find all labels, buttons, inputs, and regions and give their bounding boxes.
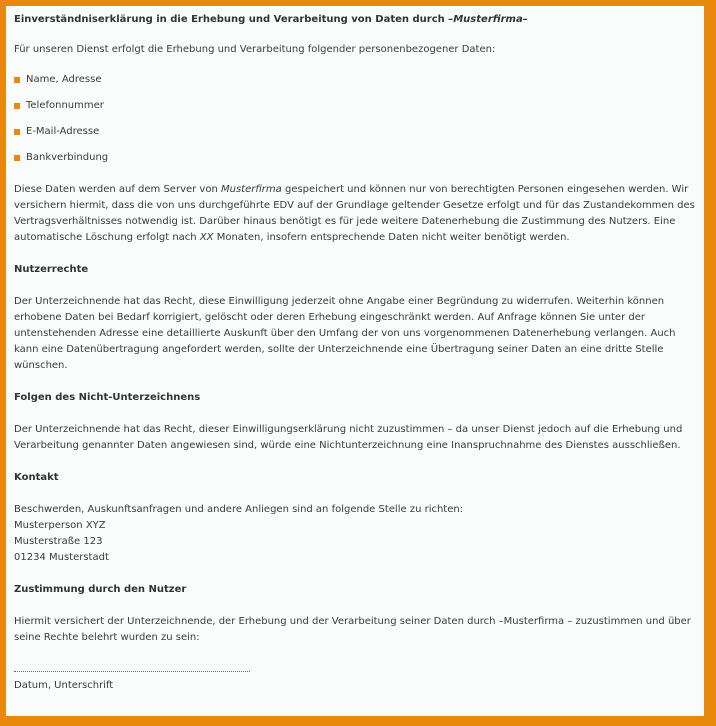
signature-line — [14, 668, 250, 672]
bullet-square-icon — [14, 77, 20, 83]
data-list — [14, 72, 696, 166]
storage-text: Diese Daten werden auf dem Server von Musterfirma gespeichert und können nur von berechtigten Personen eingesehen werden. Wir versichern hiermit, dass die von uns durchgeführte EDV auf der Grundlage geltender Gesetze erfolgt und für das Zustandekommen des Vertragsverhältnisses notwendig ist. Darüber hinaus benötigt es für jede weitere Datenerhebung die Zustimmung des Nutzers. Eine automatische Löschung erfolgt nach XX Monaten, insofern entsprechende Daten nicht weiter benötigt werden. — [14, 184, 695, 243]
title-company: –Musterfirma– — [448, 14, 528, 25]
consequences-text: Der Unterzeichnende hat das Recht, dieser Einwilligungserklärung nicht zuzustimmen – da unser Dienst jedoch auf die Erhebung und Verarbeitung genannter Daten angewiesen sind, würde eine Nichtunterzeichnung eine Inanspruchnahme des Dienstes ausschließen. — [14, 424, 683, 451]
list-item: Bankverbindung — [14, 150, 696, 166]
list-item: Name, Adresse — [14, 72, 696, 88]
consent-text: Hiermit versichert der Unterzeichnende, der Erhebung und der Verarbeitung seiner Daten durch –Musterfirma – zuzustimmen und über seine Rechte belehrt wurden zu sein: — [14, 616, 691, 643]
contact-city: 01234 Musterstadt — [14, 552, 109, 563]
contact-street: Musterstraße 123 — [14, 536, 103, 547]
bullet-square-icon — [14, 129, 20, 135]
consent-heading: Zustimmung durch den Nutzer — [14, 584, 187, 595]
list-item: E-Mail-Adresse — [14, 124, 696, 140]
intro-text: Für unseren Dienst erfolgt die Erhebung und Verarbeitung folgender personenbezogener Daten: — [14, 44, 496, 55]
bullet-square-icon — [14, 103, 20, 109]
rights-heading: Nutzerrechte — [14, 264, 89, 275]
contact-text: Beschwerden, Auskunftsanfragen und andere Anliegen sind an folgende Stelle zu richten: — [14, 504, 464, 515]
title-prefix: Einverständniserklärung in die Erhebung und Verarbeitung von Daten durch — [14, 14, 449, 25]
contact-name: Musterperson XYZ — [14, 520, 106, 531]
signature-label: Datum, Unterschrift — [14, 680, 114, 691]
document-page — [6, 6, 704, 716]
contact-heading: Kontakt — [14, 472, 59, 483]
bullet-square-icon — [14, 155, 20, 161]
storage-months: XX — [199, 232, 214, 243]
list-item: Telefonnummer — [14, 98, 696, 114]
document-title — [14, 12, 696, 28]
storage-company: Musterfirma — [220, 184, 282, 195]
rights-text: Der Unterzeichnende hat das Recht, diese Einwilligung jederzeit ohne Angabe einer Begründung zu widerrufen. Weiterhin können erhobene Daten bei Bedarf korrigiert, gelöscht oder deren Erhebung eingeschränkt werden. Auf Anfrage können Sie unter der untenstehenden Adresse eine detaillierte Auskunft über den Umfang der von uns vorgenommenen Datenerhebung verlangen. Auch kann eine Datenübertragung angefordert werden, sollte der Unterzeichnende eine Übertragung seiner Daten an eine dritte Stelle wünschen. — [14, 296, 676, 371]
consequences-heading: Folgen des Nicht-Unterzeichnens — [14, 392, 201, 403]
